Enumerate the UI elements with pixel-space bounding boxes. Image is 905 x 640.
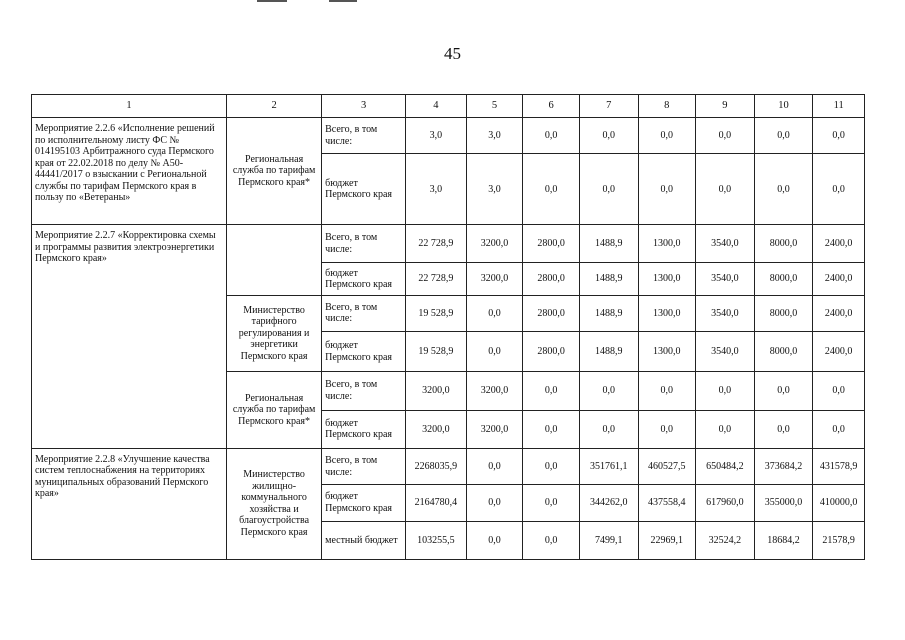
executor-cell: [227, 225, 322, 296]
funding-source: бюджет Пермского края: [322, 154, 406, 225]
value-cell: 0,0: [466, 521, 523, 559]
value-cell: 0,0: [813, 372, 865, 410]
table-row: [32, 118, 865, 154]
column-header: 1: [32, 95, 227, 118]
value-cell: 3,0: [406, 118, 467, 154]
value-cell: 0,0: [813, 154, 865, 225]
column-header: 6: [523, 95, 580, 118]
value-cell: 1300,0: [638, 331, 696, 371]
executor-cell: Министерство тарифного регулирования и энергетики Пермского края: [227, 295, 322, 372]
value-cell: 351761,1: [579, 448, 638, 484]
executor-cell: Региональная служба по тарифам Пермского края*: [227, 118, 322, 225]
value-cell: 21578,9: [813, 521, 865, 559]
value-cell: 0,0: [813, 118, 865, 154]
value-cell: 3200,0: [466, 263, 523, 295]
measure-2-2-7: Мероприятие 2.2.7 «Корректировка схемы и программы развития электроэнергетики Пермского края»: [32, 225, 227, 449]
value-cell: 3540,0: [696, 225, 755, 263]
funding-source: Всего, в том числе:: [322, 295, 406, 331]
value-cell: 2400,0: [813, 263, 865, 295]
value-cell: 373684,2: [754, 448, 813, 484]
value-cell: 0,0: [523, 372, 580, 410]
value-cell: 19 528,9: [406, 295, 467, 331]
funding-source: бюджет Пермского края: [322, 263, 406, 295]
value-cell: 3540,0: [696, 331, 755, 371]
funding-source: Всего, в том числе:: [322, 372, 406, 410]
value-cell: 0,0: [813, 410, 865, 448]
value-cell: 8000,0: [754, 225, 813, 263]
measure-2-2-8: Мероприятие 2.2.8 «Улучшение качества систем теплоснабжения на территориях муниципальных образований Пермского края»: [32, 448, 227, 559]
funding-source: бюджет Пермского края: [322, 331, 406, 371]
value-cell: 0,0: [754, 410, 813, 448]
column-header: 9: [696, 95, 755, 118]
column-header: 8: [638, 95, 696, 118]
value-cell: 0,0: [466, 295, 523, 331]
column-header: 4: [406, 95, 467, 118]
value-cell: 2400,0: [813, 331, 865, 371]
value-cell: 0,0: [579, 118, 638, 154]
value-cell: 7499,1: [579, 521, 638, 559]
value-cell: 1488,9: [579, 295, 638, 331]
value-cell: 3540,0: [696, 295, 755, 331]
value-cell: 410000,0: [813, 485, 865, 521]
value-cell: 3,0: [466, 118, 523, 154]
value-cell: 2800,0: [523, 331, 580, 371]
value-cell: 0,0: [523, 154, 580, 225]
column-header: 2: [227, 95, 322, 118]
value-cell: 431578,9: [813, 448, 865, 484]
funding-source: бюджет Пермского края: [322, 485, 406, 521]
value-cell: 0,0: [696, 410, 755, 448]
value-cell: 2400,0: [813, 295, 865, 331]
value-cell: 32524,2: [696, 521, 755, 559]
value-cell: 0,0: [696, 118, 755, 154]
column-header: 10: [754, 95, 813, 118]
value-cell: 2800,0: [523, 225, 580, 263]
funding-source: Всего, в том числе:: [322, 225, 406, 263]
value-cell: 0,0: [696, 372, 755, 410]
value-cell: 0,0: [466, 448, 523, 484]
value-cell: 0,0: [754, 118, 813, 154]
value-cell: 0,0: [579, 410, 638, 448]
value-cell: 460527,5: [638, 448, 696, 484]
funding-source: Всего, в том числе:: [322, 448, 406, 484]
value-cell: 0,0: [523, 410, 580, 448]
value-cell: 22 728,9: [406, 225, 467, 263]
value-cell: 0,0: [638, 372, 696, 410]
value-cell: 0,0: [466, 485, 523, 521]
value-cell: 0,0: [466, 331, 523, 371]
executor-cell: Региональная служба по тарифам Пермского края*: [227, 372, 322, 449]
value-cell: 1488,9: [579, 225, 638, 263]
value-cell: 650484,2: [696, 448, 755, 484]
value-cell: 19 528,9: [406, 331, 467, 371]
value-cell: 8000,0: [754, 263, 813, 295]
column-header: 7: [579, 95, 638, 118]
value-cell: 0,0: [523, 485, 580, 521]
funding-source: местный бюджет: [322, 521, 406, 559]
table-row: [32, 448, 865, 484]
value-cell: 1300,0: [638, 263, 696, 295]
table-row: [32, 225, 865, 263]
value-cell: 3,0: [406, 154, 467, 225]
value-cell: 0,0: [523, 521, 580, 559]
value-cell: 2400,0: [813, 225, 865, 263]
value-cell: 355000,0: [754, 485, 813, 521]
value-cell: 437558,4: [638, 485, 696, 521]
budget-table: [31, 94, 865, 560]
value-cell: 3200,0: [406, 372, 467, 410]
value-cell: 1488,9: [579, 331, 638, 371]
funding-source: Всего, в том числе:: [322, 118, 406, 154]
executor-cell: Министерство жилищно-коммунального хозяйства и благоустройства Пермского края: [227, 448, 322, 559]
header-row: [32, 95, 865, 118]
measure-2-2-6: Мероприятие 2.2.6 «Исполнение решений по исполнительному листу ФС № 014195103 Арбитражного суда Пермского края от 22.02.2018 по делу № А50-44441/2017 о взыскании с Региональной службы по тарифам Пермского края в пользу по «Ветераны»: [32, 118, 227, 225]
value-cell: 3200,0: [466, 372, 523, 410]
value-cell: 0,0: [638, 118, 696, 154]
value-cell: 22969,1: [638, 521, 696, 559]
value-cell: 2800,0: [523, 263, 580, 295]
value-cell: 8000,0: [754, 295, 813, 331]
column-header: 5: [466, 95, 523, 118]
value-cell: 3,0: [466, 154, 523, 225]
value-cell: 0,0: [696, 154, 755, 225]
scan-mark: [257, 0, 287, 2]
value-cell: 2268035,9: [406, 448, 467, 484]
value-cell: 0,0: [579, 154, 638, 225]
value-cell: 0,0: [638, 410, 696, 448]
scan-mark: [329, 0, 357, 2]
value-cell: 0,0: [638, 154, 696, 225]
value-cell: 617960,0: [696, 485, 755, 521]
value-cell: 0,0: [579, 372, 638, 410]
value-cell: 2164780,4: [406, 485, 467, 521]
value-cell: 2800,0: [523, 295, 580, 331]
value-cell: 18684,2: [754, 521, 813, 559]
value-cell: 1488,9: [579, 263, 638, 295]
value-cell: 0,0: [523, 448, 580, 484]
funding-source: бюджет Пермского края: [322, 410, 406, 448]
value-cell: 1300,0: [638, 295, 696, 331]
value-cell: 1300,0: [638, 225, 696, 263]
value-cell: 103255,5: [406, 521, 467, 559]
value-cell: 3200,0: [466, 225, 523, 263]
value-cell: 3200,0: [466, 410, 523, 448]
value-cell: 22 728,9: [406, 263, 467, 295]
value-cell: 0,0: [754, 154, 813, 225]
column-header: 11: [813, 95, 865, 118]
value-cell: 3540,0: [696, 263, 755, 295]
value-cell: 0,0: [754, 372, 813, 410]
value-cell: 0,0: [523, 118, 580, 154]
value-cell: 344262,0: [579, 485, 638, 521]
value-cell: 3200,0: [406, 410, 467, 448]
column-header: 3: [322, 95, 406, 118]
page-number: 45: [444, 44, 461, 63]
value-cell: 8000,0: [754, 331, 813, 371]
